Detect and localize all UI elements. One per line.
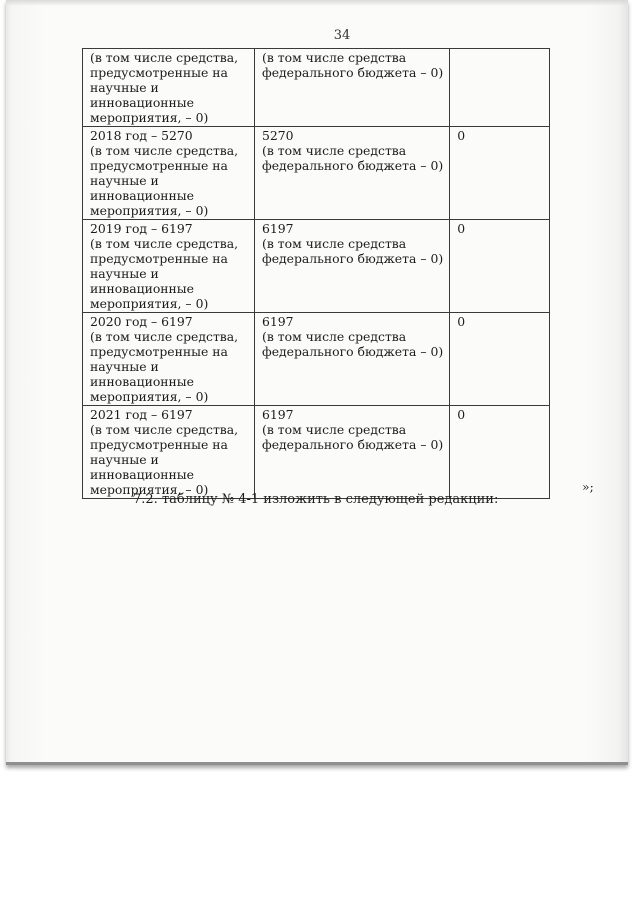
cell-line: (в том числе средства,	[90, 329, 239, 344]
cell-line: 6197	[262, 221, 294, 236]
cell-line: мероприятия, – 0)	[90, 110, 209, 125]
cell-line: мероприятия, – 0)	[90, 389, 209, 404]
scan-top-shadow	[6, 0, 628, 6]
cell-line: 0	[457, 128, 466, 143]
cell-line: (в том числе средства,	[90, 236, 239, 251]
table-cell-federal	[255, 313, 450, 406]
cell-line: 0	[457, 221, 466, 236]
table-cell-period	[83, 220, 255, 313]
table-cell-period	[83, 49, 255, 127]
cell-line: мероприятия, – 0)	[90, 296, 209, 311]
table-cell-federal	[255, 127, 450, 220]
table-cell-other	[450, 313, 550, 406]
table-cell-period	[83, 313, 255, 406]
amendment-instruction: 7.2. таблицу № 4-1 изложить в следующей редакции:	[133, 492, 499, 507]
cell-line: (в том числе средства	[262, 236, 407, 251]
table-cell-other	[450, 220, 550, 313]
cell-line: (в том числе средства,	[90, 422, 239, 437]
cell-line: федерального бюджета – 0)	[262, 65, 444, 80]
table-cell-other	[450, 127, 550, 220]
cell-line: предусмотренные на	[90, 437, 228, 452]
cell-line: предусмотренные на	[90, 344, 228, 359]
funding-table	[82, 48, 550, 499]
cell-line: федерального бюджета – 0)	[262, 437, 444, 452]
table-cell-federal	[255, 406, 450, 499]
cell-line: (в том числе средства	[262, 422, 407, 437]
table-row	[83, 220, 550, 313]
cell-line: 6197	[262, 407, 294, 422]
cell-line: (в том числе средства	[262, 50, 407, 65]
table-row	[83, 49, 550, 127]
cell-line: инновационные	[90, 467, 194, 482]
cell-line: научные и	[90, 359, 159, 374]
cell-line: мероприятия, – 0)	[90, 203, 209, 218]
page-number: 34	[333, 28, 351, 43]
cell-line: 6197	[262, 314, 294, 329]
table-cell-federal	[255, 220, 450, 313]
cell-line: научные и	[90, 173, 159, 188]
table-row	[83, 406, 550, 499]
cell-line: федерального бюджета – 0)	[262, 251, 444, 266]
cell-line: федерального бюджета – 0)	[262, 344, 444, 359]
cell-line: инновационные	[90, 188, 194, 203]
table-cell-period	[83, 127, 255, 220]
cell-line: 2019 год – 6197	[90, 221, 193, 236]
table-cell-period	[83, 406, 255, 499]
cell-line: предусмотренные на	[90, 65, 228, 80]
cell-line: 0	[457, 314, 466, 329]
cell-line: мероприятия, – 0)	[90, 482, 209, 497]
cell-line: научные и	[90, 80, 159, 95]
cell-line: 2020 год – 6197	[90, 314, 193, 329]
cell-line: инновационные	[90, 374, 194, 389]
table-cell-other	[450, 406, 550, 499]
table-cell-federal	[255, 49, 450, 127]
cell-line: научные и	[90, 452, 159, 467]
cell-line: 2021 год – 6197	[90, 407, 193, 422]
cell-line: инновационные	[90, 95, 194, 110]
cell-line: предусмотренные на	[90, 251, 228, 266]
cell-line: (в том числе средства,	[90, 143, 239, 158]
cell-line: 5270	[262, 128, 294, 143]
cell-line: 2018 год – 5270	[90, 128, 193, 143]
table-cell-other	[450, 49, 550, 127]
closing-quote-mark: »;	[582, 479, 594, 494]
table-row	[83, 127, 550, 220]
cell-line: (в том числе средства	[262, 143, 407, 158]
cell-line: (в том числе средства	[262, 329, 407, 344]
cell-line: научные и	[90, 266, 159, 281]
cell-line: предусмотренные на	[90, 158, 228, 173]
table-row	[83, 313, 550, 406]
cell-line: федерального бюджета – 0)	[262, 158, 444, 173]
cell-line: инновационные	[90, 281, 194, 296]
cell-line: 0	[457, 407, 466, 422]
cell-line: (в том числе средства,	[90, 50, 239, 65]
